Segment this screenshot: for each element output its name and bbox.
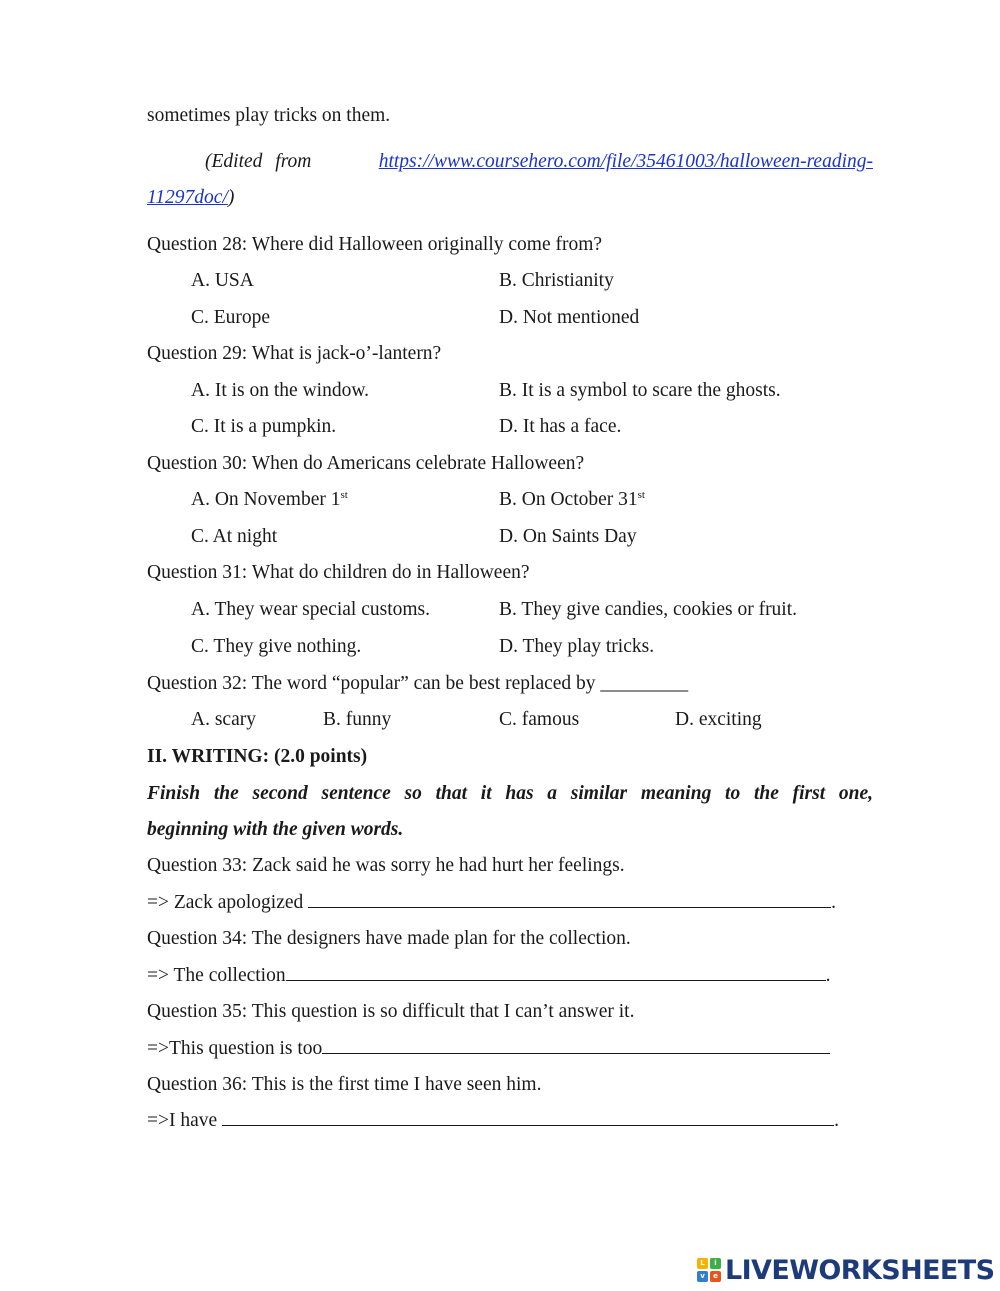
citation-close: ) — [227, 187, 235, 208]
q31-option-c[interactable]: C. They give nothing. — [191, 636, 362, 657]
q31-option-a[interactable]: A. They wear special customs. — [191, 599, 430, 620]
q32-option-a[interactable]: A. scary — [191, 709, 256, 730]
citation — [205, 152, 873, 172]
q35-answer-line: =>This question is too — [147, 1039, 830, 1059]
q28-option-a[interactable]: A. USA — [191, 270, 254, 291]
writing-instruction-line1: Finish the second sentence so that it has a similar meaning to the first one, — [147, 783, 873, 804]
logo-tile: L — [697, 1258, 708, 1269]
q29-option-c[interactable]: C. It is a pumpkin. — [191, 416, 337, 437]
q36-answer-line: =>I have . — [147, 1110, 839, 1131]
q29-option-a[interactable]: A. It is on the window. — [191, 380, 370, 401]
q30-option-a[interactable]: A. On November 1st — [191, 489, 348, 510]
q33-answer-blank[interactable] — [308, 893, 831, 908]
citation-link-cont[interactable]: 11297doc/ — [147, 187, 228, 208]
q32-option-b[interactable]: B. funny — [323, 709, 392, 730]
q31-option-b[interactable]: B. They give candies, cookies or fruit. — [499, 599, 798, 620]
citation-line2 — [147, 188, 234, 208]
question-35: Question 35: This question is so difficult that I can’t answer it. — [147, 1001, 635, 1022]
question-29: Question 29: What is jack-o’-lantern? — [147, 343, 442, 364]
q28-option-b[interactable]: B. Christianity — [499, 270, 614, 291]
question-30: Question 30: When do Americans celebrate Halloween? — [147, 453, 585, 474]
q33-answer-line: => Zack apologized . — [147, 892, 837, 913]
question-34: Question 34: The designers have made plan for the collection. — [147, 928, 631, 949]
logo-tile: v — [697, 1271, 708, 1282]
q32-option-c[interactable]: C. famous — [499, 709, 580, 730]
question-28: Question 28: Where did Halloween originally come from? — [147, 234, 603, 255]
q31-option-d[interactable]: D. They play tricks. — [499, 636, 655, 657]
q28-option-d[interactable]: D. Not mentioned — [499, 307, 640, 328]
logo-tile: e — [710, 1271, 721, 1282]
q34-answer-line: => The collection . — [147, 965, 831, 986]
q29-option-b[interactable]: B. It is a symbol to scare the ghosts. — [499, 380, 781, 401]
q30-option-c[interactable]: C. At night — [191, 526, 278, 547]
question-33: Question 33: Zack said he was sorry he had hurt her feelings. — [147, 855, 625, 876]
q32-option-d[interactable]: D. exciting — [675, 709, 762, 730]
citation-link[interactable]: https://www.coursehero.com/file/35461003/halloween-reading- — [378, 151, 873, 172]
q29-option-d[interactable]: D. It has a face. — [499, 416, 622, 437]
question-32: Question 32: The word “popular” can be best replaced by _________ — [147, 673, 689, 694]
q30-option-d[interactable]: D. On Saints Day — [499, 526, 637, 547]
logo-tile: i — [710, 1258, 721, 1269]
writing-heading: II. WRITING: (2.0 points) — [147, 746, 368, 767]
liveworksheets-logo — [697, 1255, 994, 1285]
logo-icon — [697, 1258, 721, 1282]
passage-end-text: sometimes play tricks on them. — [147, 105, 391, 126]
q34-answer-blank[interactable] — [286, 966, 826, 981]
writing-instruction-line2: beginning with the given words. — [147, 819, 404, 840]
question-36: Question 36: This is the first time I have seen him. — [147, 1074, 542, 1095]
q35-answer-blank[interactable] — [322, 1039, 830, 1054]
logo-text: LIVEWORKSHEETS — [725, 1254, 995, 1286]
q28-option-c[interactable]: C. Europe — [191, 307, 271, 328]
q30-option-b[interactable]: B. On October 31st — [499, 489, 645, 510]
question-31: Question 31: What do children do in Halloween? — [147, 562, 530, 583]
citation-lead: (Edited from — [205, 151, 312, 172]
q36-answer-blank[interactable] — [222, 1111, 834, 1126]
